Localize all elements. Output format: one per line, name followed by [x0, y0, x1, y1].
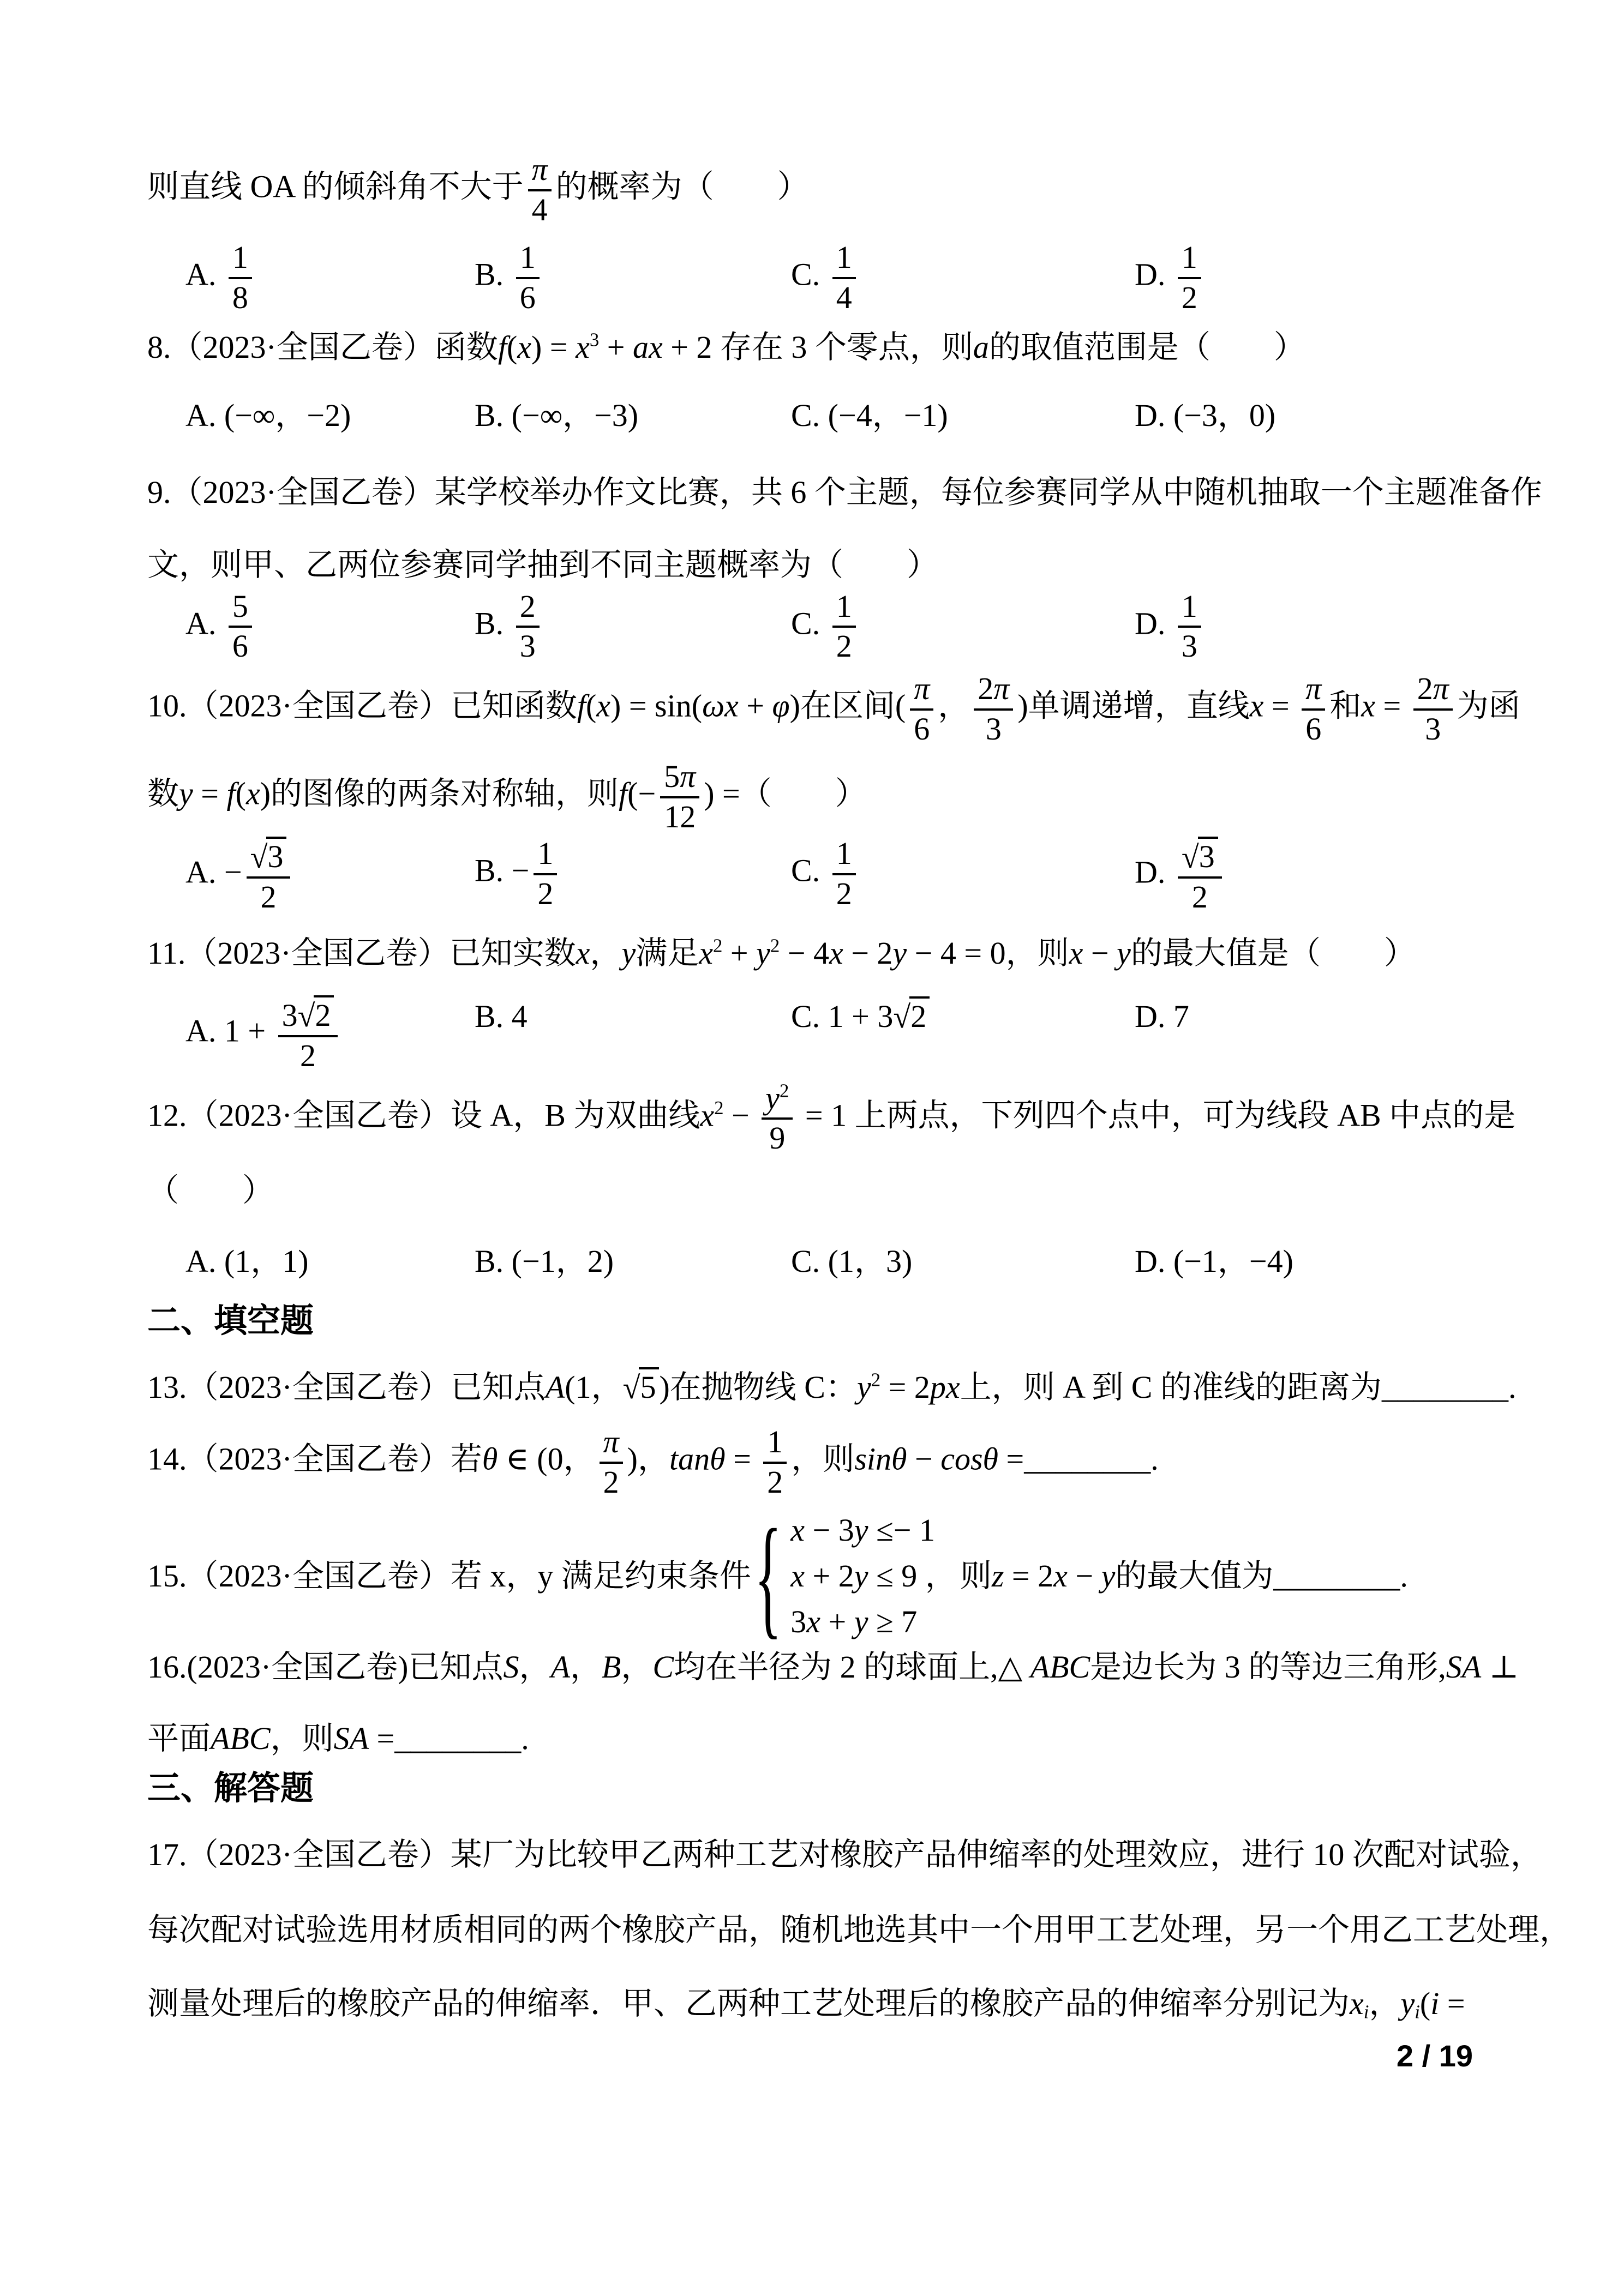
q7-option-d: D. $\frac{1}{2}$ — [1135, 241, 1473, 315]
q12-option-c: C. (1，3) — [791, 1243, 913, 1279]
q13-stem: 13.（2023·全国乙卷）已知点A(1，√5 )在抛物线 C：$y^2 = 2px$上，则 A 到 C 的准线的距离为________. — [147, 1366, 1473, 1409]
q10-stem-line2: 数y = f(x)的图像的两条对称轴，则f(− $\frac{5\pi}{12}$ ) =（ ） — [147, 759, 867, 834]
q9-stem-line2: 文，则甲、乙两位参赛同学抽到不同主题概率为（ ） — [147, 547, 939, 583]
left-brace-symbol: { — [754, 1501, 782, 1651]
q14-stem: 14.（2023·全国乙卷）若θ ∈ (0， $\frac{\pi}{2}$ )，tanθ = $\frac{1}{2}$ ，则sinθ − cosθ =________. — [147, 1424, 1159, 1500]
q10-stem-line1: 10.（2023·全国乙卷）已知函数f(x) = sin(ωx + φ)在区间( $\frac{\pi}{6}$ ， $\frac{2\pi}{3}$ )单调递增，直线x = $\frac{\pi}{6}$ 和x = $\frac{2\pi}{3}$ 为函 — [147, 670, 1520, 747]
q15-constraint-2: x + 2y ≤ 9 ， — [790, 1558, 957, 1594]
q15-text-after: 则z = 2x − y的最大值为________. — [960, 1558, 1408, 1594]
q9-options-row — [147, 590, 1473, 664]
q12-option-a: A. (1，1) — [185, 1243, 309, 1279]
q17-stem-line3: 测量处理后的橡胶产品的伸缩率．甲、乙两种工艺处理后的橡胶产品的伸缩率分别记为$x_i$，$y_i(i$ = — [147, 1986, 1465, 2023]
q17-stem-line2: 每次配对试验选用材质相同的两个橡胶产品，随机地选其中一个用甲工艺处理，另一个用乙工艺处理， — [147, 1912, 1572, 1948]
q9-option-d: D. $\frac{1}{3}$ — [1135, 590, 1473, 664]
q11-options-row — [147, 995, 1473, 1073]
q12-stem-line1: 12.（2023·全国乙卷）设 A，B 为双曲线$x^2$ − $\frac{y^2}{9}$ = 1 上两点，下列四个点中，可为线段 AB 中点的是 — [147, 1080, 1516, 1156]
q12-option-b: B. (−1，2) — [475, 1243, 614, 1279]
q12-options-row — [147, 1240, 1473, 1283]
page-number: 2 / 19 — [1396, 2039, 1473, 2073]
q8-option-c: C. (−4，−1) — [791, 397, 948, 433]
q12-stem-line2: （ ） — [147, 1172, 274, 1208]
q11-option-d: D. 7 — [1135, 999, 1189, 1035]
q9-option-a: A. $\frac{5}{6}$ — [185, 590, 475, 664]
q9-option-c: C. $\frac{1}{2}$ — [791, 590, 1135, 664]
q9-option-b: B. $\frac{2}{3}$ — [475, 590, 791, 664]
q7-stem-tail: 则直线 OA 的倾斜角不大于 $\frac{\pi}{4}$ 的概率为（ ） — [147, 152, 809, 227]
q11-option-a: A. 1 + $\frac{3√2}{2}$ — [185, 995, 475, 1073]
q16-stem-line1: 16.(2023·全国乙卷)已知点S，A，B，C均在半径为 2 的球面上,△ ABC是边长为 3 的等边三角形,SA ⊥ — [147, 1649, 1519, 1685]
q15-stem — [147, 1501, 1473, 1651]
q9-stem-line1: 9.（2023·全国乙卷）某学校举办作文比赛，共 6 个主题，每位参赛同学从中随机抽取一个主题准备作 — [147, 474, 1542, 510]
q8-options-row — [147, 394, 1473, 437]
q15-constraint-3: 3x + y ≥ 7 — [790, 1603, 918, 1639]
q12-option-d: D. (−1，−4) — [1135, 1243, 1293, 1279]
q15-constraint-system — [754, 1501, 957, 1651]
q8-stem: 8.（2023·全国乙卷）函数$f(x) = x^3$ + ax + 2 存在 3 个零点，则a的取值范围是（ ） — [147, 328, 1305, 365]
q17-stem-line1: 17.（2023·全国乙卷）某厂为比较甲乙两种工艺对橡胶产品伸缩率的处理效应，进行 10 次配对试验， — [147, 1836, 1542, 1872]
q7-option-c: C. $\frac{1}{4}$ — [791, 241, 1135, 315]
q16-stem-line2: 平面ABC，则SA =________. — [147, 1720, 529, 1756]
q8-option-b: B. (−∞，−3) — [475, 397, 639, 433]
q10-options-row — [147, 837, 1473, 914]
section-heading-answer: 三、解答题 — [147, 1769, 314, 1807]
q11-option-b: B. 4 — [475, 999, 528, 1035]
q8-option-a: A. (−∞，−2) — [185, 397, 351, 433]
q10-option-c: C. $\frac{1}{2}$ — [791, 837, 1135, 914]
q8-option-d: D. (−3，0) — [1135, 397, 1276, 433]
q10-option-a: A. − $\frac{√3}{2}$ — [185, 837, 475, 914]
q15-constraint-1: x − 3y ≤− 1 — [790, 1512, 935, 1548]
q7-options-row — [147, 241, 1473, 315]
q11-stem: 11.（2023·全国乙卷）已知实数x，y满足$x^2 + y^2 - 4x - 2y - 4 = 0$，则x − y的最大值是（ ） — [147, 935, 1416, 971]
q10-option-b: B. − $\frac{1}{2}$ — [475, 837, 791, 914]
section-heading-fill-in: 二、填空题 — [147, 1302, 314, 1339]
q7-option-b: B. $\frac{1}{6}$ — [475, 241, 791, 315]
q10-option-d: D. $\frac{√3}{2}$ — [1135, 837, 1473, 914]
q15-constraints — [790, 1513, 957, 1639]
q7-option-a: A. $\frac{1}{8}$ — [185, 241, 475, 315]
q15-text-before: 15.（2023·全国乙卷）若 x，y 满足约束条件 — [147, 1558, 751, 1594]
q11-option-c: C. 1 + 3√2 — [791, 995, 1135, 1073]
